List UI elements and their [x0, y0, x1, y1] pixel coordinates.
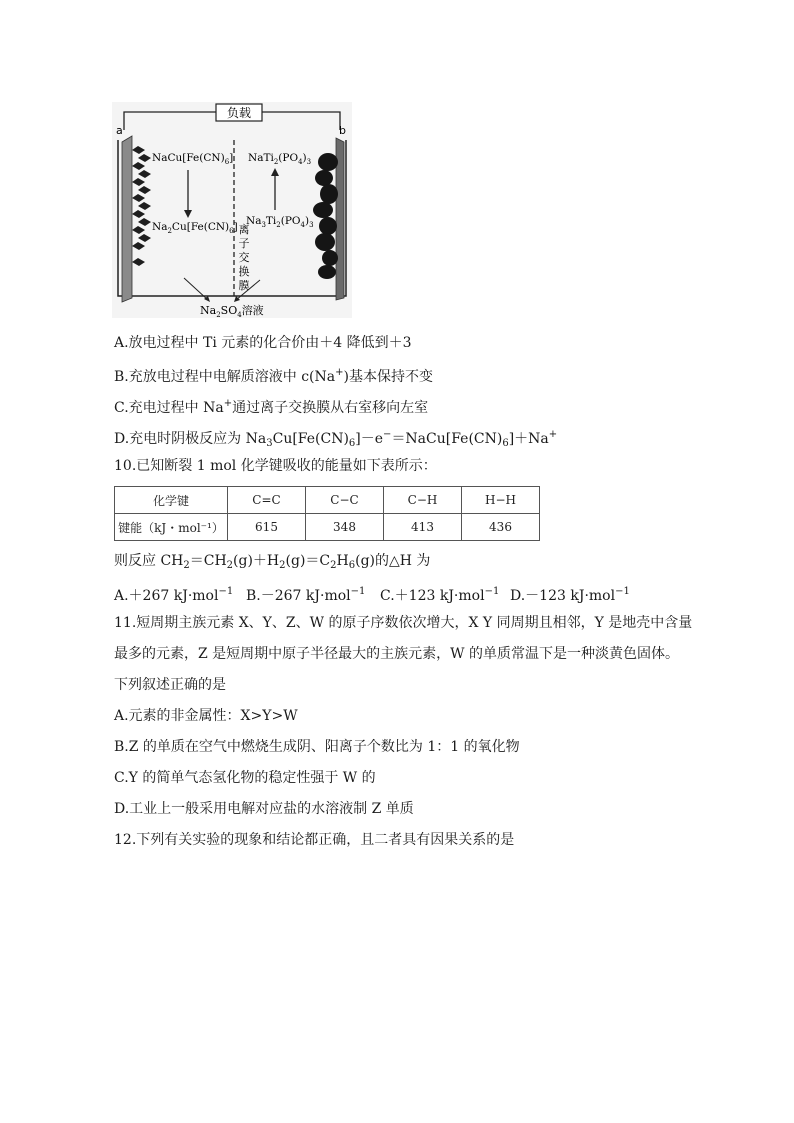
table-cell: 615: [228, 514, 306, 541]
svg-text:膜: 膜: [238, 279, 250, 292]
q9-option-c: C.充电过程中 Na+通过离子交换膜从右室移向左室: [114, 398, 429, 416]
q9-option-a: A.放电过程中 Ti 元素的化合价由＋4 降低到＋3: [114, 335, 412, 351]
electrode-b-label: b: [339, 124, 346, 137]
q11-option-a: A.元素的非金属性：X>Y>W: [114, 708, 298, 724]
left-bottom-formula: $Na_2Cu[Fe(CN)_6]$: [152, 221, 238, 235]
table-header-cell: C=C: [228, 487, 306, 514]
left-top-formula: $NaCu[Fe(CN)_6]$: [152, 152, 234, 166]
table-row: [115, 514, 540, 541]
electrode-a-label: a: [116, 124, 123, 137]
right-top-formula: $NaTi_2(PO_4)_3$: [248, 152, 312, 166]
svg-text:离: 离: [238, 223, 250, 236]
q11-stem-line2: 最多的元素，Z 是短周期中原子半径最大的主族元素，W 的单质常温下是一种淡黄色固体。: [114, 646, 680, 662]
q9-option-b: B.充放电过程中电解质溶液中 c(Na+)基本保持不变: [114, 367, 433, 385]
table-header-cell: C−H: [384, 487, 462, 514]
q10-option-a: A.＋267 kJ·mol$^{-1}$: [114, 586, 234, 604]
table-cell: 键能（kJ・mol⁻¹）: [115, 514, 228, 541]
q10-option-c: C.＋123 kJ·mol$^{-1}$: [380, 586, 500, 604]
load-label: 负载: [226, 106, 252, 120]
solution-label: $Na_2SO_4$溶液: [200, 304, 264, 318]
q10-option-b: B.－267 kJ·mol$^{-1}$: [246, 586, 366, 604]
q9-option-d: D.充电时阴极反应为 $Na_3Cu[Fe(CN)_6]-e^-=NaCu[Fe(CN)_6]+Na^+$: [114, 429, 558, 449]
svg-text:换: 换: [238, 265, 250, 278]
membrane-label: [239, 223, 250, 292]
right-bottom-formula: $Na_3Ti_2(PO_4)_3$: [246, 215, 314, 229]
q11-option-d: D.工业上一般采用电解对应盐的水溶液制 Z 单质: [114, 801, 414, 817]
bond-energy-table: [114, 486, 540, 541]
table-header-cell: H−H: [462, 487, 540, 514]
battery-diagram-svg: [112, 102, 352, 318]
q11-option-c: C.Y 的简单气态氢化物的稳定性强于 W 的: [114, 770, 376, 786]
left-electrode: [122, 136, 132, 302]
q10-stem: 10.已知断裂 1 mol 化学键吸收的能量如下表所示：: [114, 458, 437, 474]
q11-option-b: B.Z 的单质在空气中燃烧生成阴、阳离子个数比为 1：1 的氧化物: [114, 739, 520, 755]
q10-option-d: D.－123 kJ·mol$^{-1}$: [510, 586, 630, 604]
table-row: [115, 487, 540, 514]
table-cell: 348: [306, 514, 384, 541]
table-header-cell: 化学键: [115, 487, 228, 514]
q11-stem-line1: 11.短周期主族元素 X、Y、Z、W 的原子序数依次增大，X Y 同周期且相邻，Y 是地壳中含量: [114, 615, 693, 631]
svg-text:子: 子: [238, 237, 250, 250]
q10-reaction: 则反应 $CH_2=CH_2(g)+H_2(g)=C_2H_6(g)$的△H 为: [114, 553, 431, 571]
battery-diagram: [112, 102, 352, 318]
table-cell: 436: [462, 514, 540, 541]
q11-stem-line3: 下列叙述正确的是: [114, 677, 226, 693]
table-header-cell: C−C: [306, 487, 384, 514]
table-cell: 413: [384, 514, 462, 541]
q12-stem: 12.下列有关实验的现象和结论都正确，且二者具有因果关系的是: [114, 832, 515, 848]
svg-text:交: 交: [238, 251, 250, 264]
